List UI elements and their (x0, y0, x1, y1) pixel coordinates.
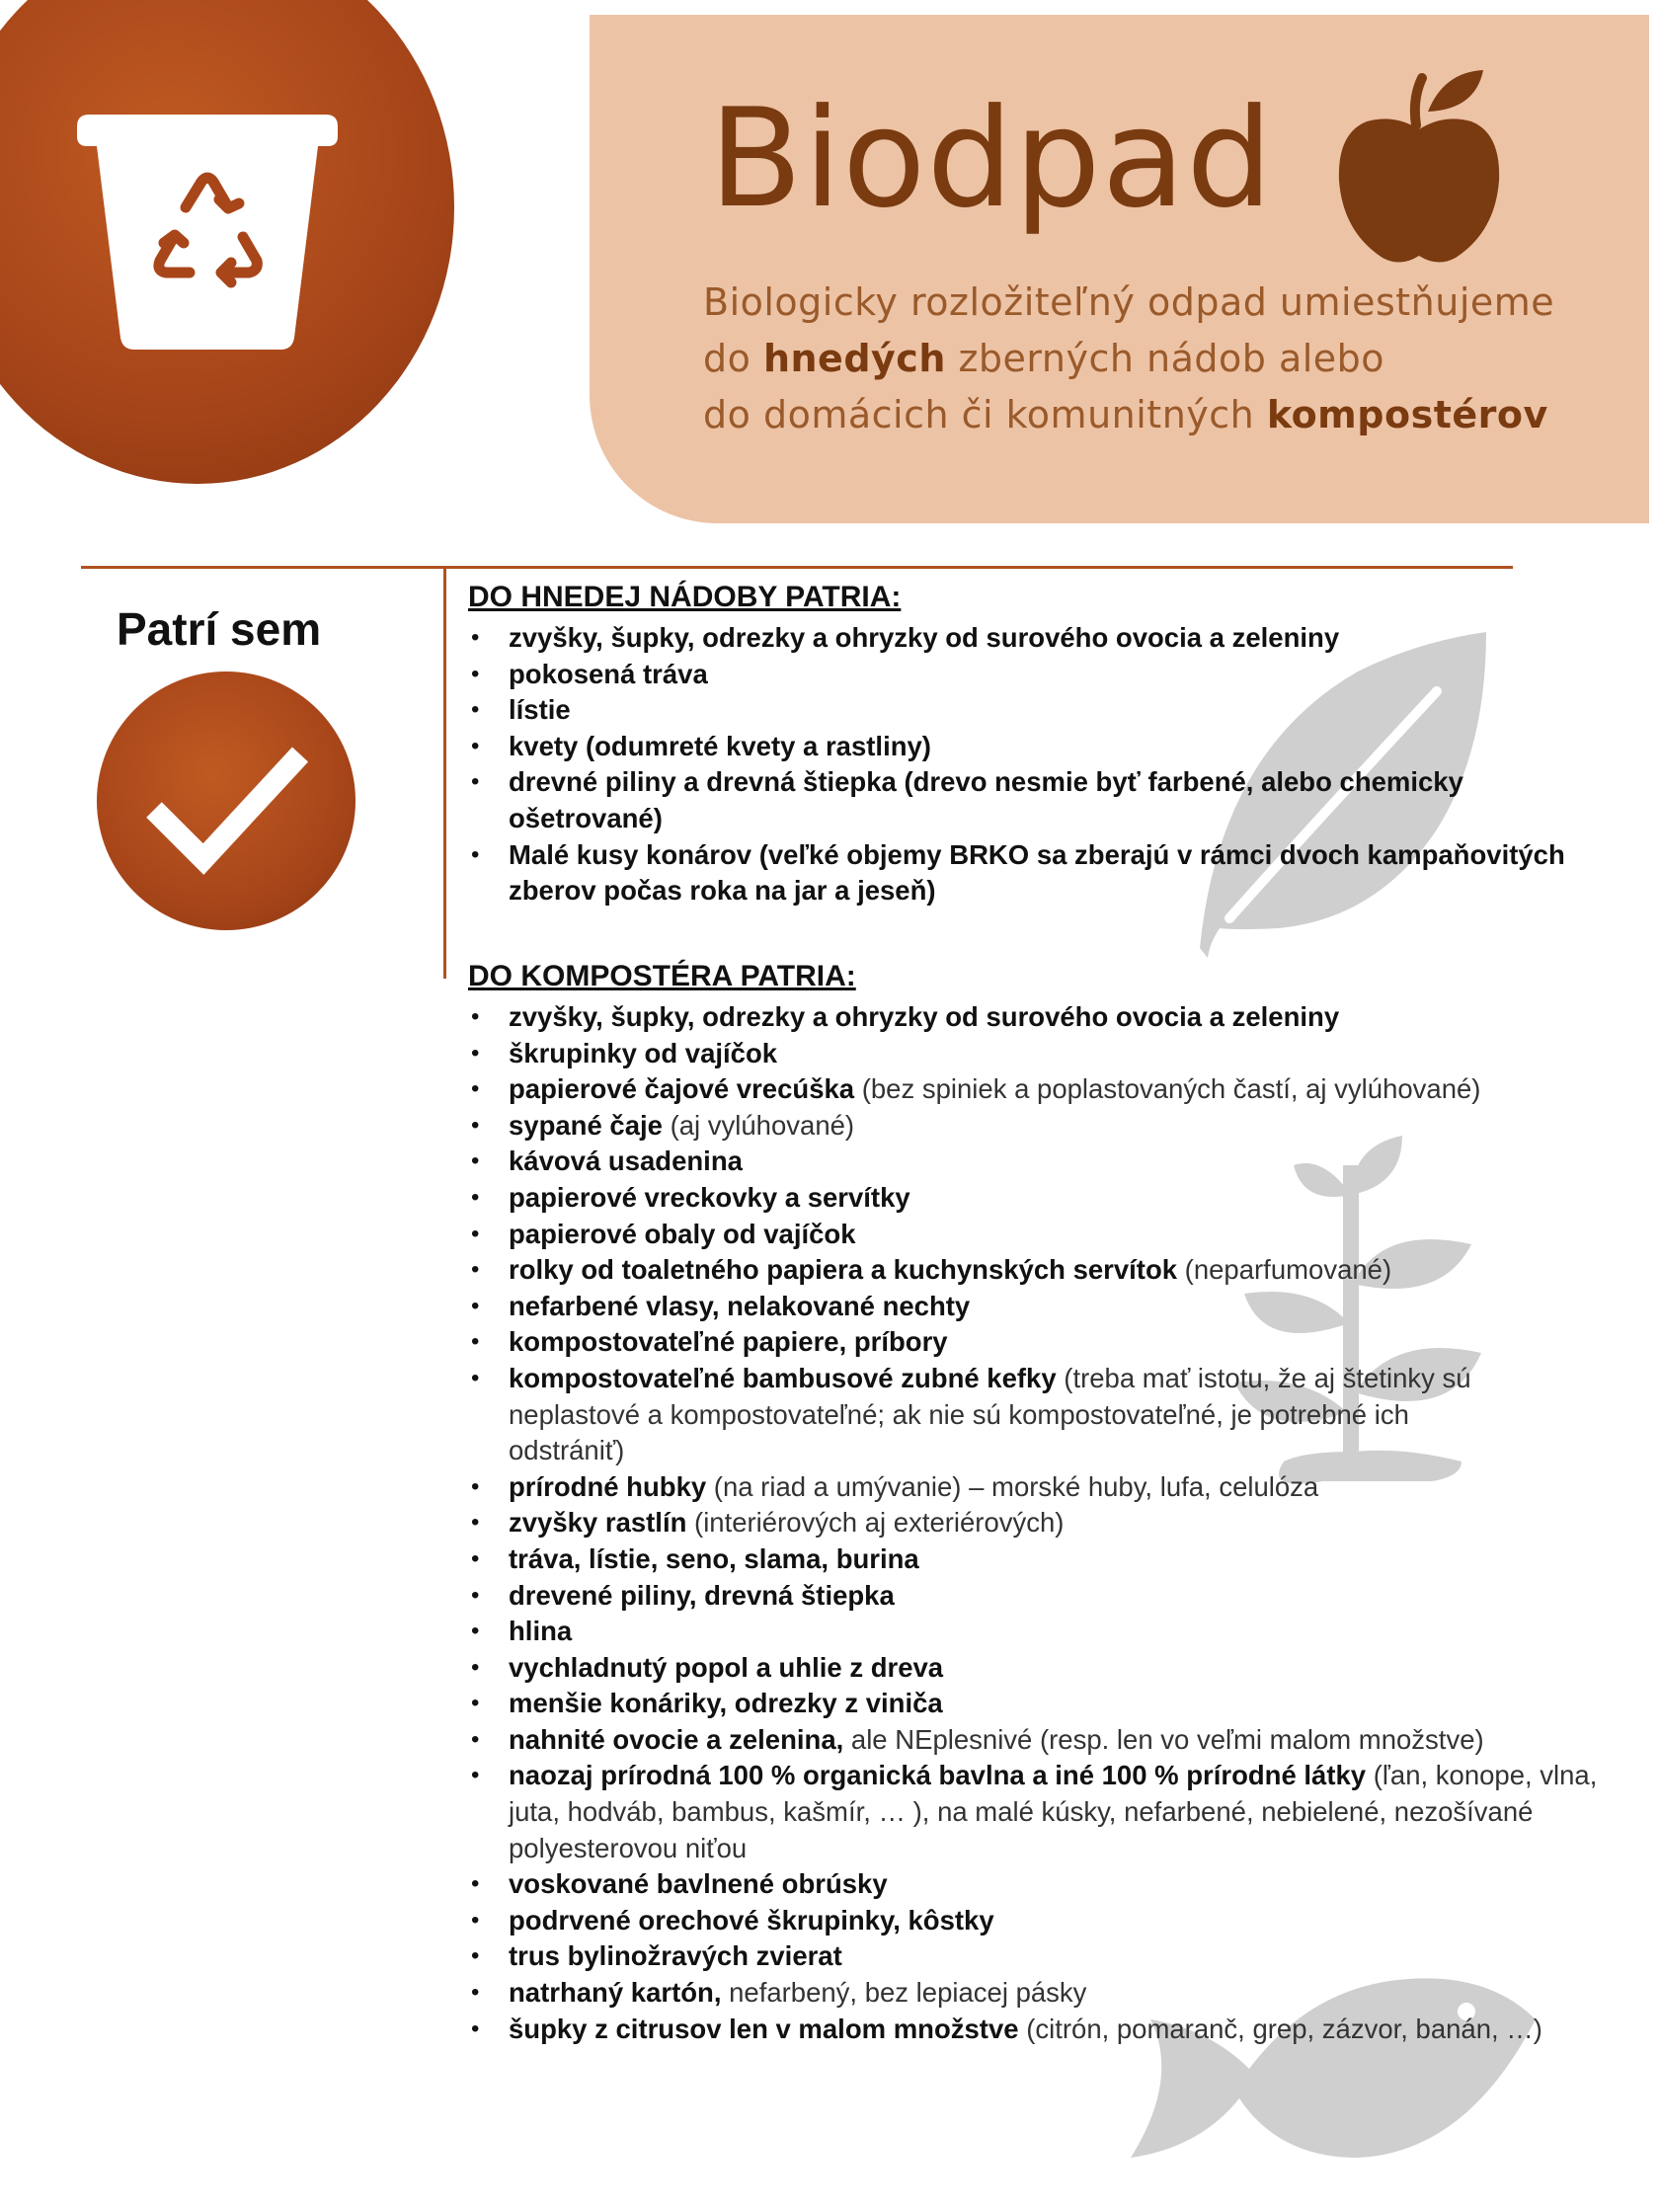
horizontal-divider (81, 566, 1513, 569)
list-item-text: kvety (odumreté kvety a rastliny) (509, 730, 931, 761)
list-item (468, 1036, 1633, 1072)
list-item-note: (interiérových aj exteriérových) (686, 1507, 1065, 1539)
list-item-note: nefarbený, bez lepiacej pásky (721, 1977, 1087, 2009)
list-item-text: voskované bavlnené obrúsky (509, 1868, 888, 1900)
list-item-text: nefarbené vlasy, nelakované nechty (509, 1290, 971, 1321)
list-item (468, 1541, 1633, 1578)
list-item-text: lístie (509, 694, 571, 726)
list-item (468, 1469, 1633, 1506)
subtitle-text: zberných nádob alebo (945, 337, 1385, 380)
list-item-text: drevené piliny, drevná štiepka (509, 1579, 895, 1611)
list-item-note: (na riad a umývanie) – morské huby, lufa, celulóza (706, 1470, 1319, 1502)
list-item (468, 1758, 1633, 1866)
subtitle-emphasis: hnedých (762, 337, 946, 380)
page-title: Biodpad (709, 79, 1274, 238)
check-badge (97, 672, 356, 930)
header-subtitle (703, 275, 1631, 443)
brown-bin-section (468, 581, 1633, 909)
list-item (468, 837, 1633, 909)
list-item-text: tráva, lístie, seno, slama, burina (509, 1542, 919, 1574)
subtitle-line-3 (703, 387, 1631, 443)
subtitle-line-1: Biologicky rozložiteľný odpad umiestňujeme (703, 280, 1555, 324)
brown-bin-list (468, 620, 1633, 909)
list-item (468, 1650, 1633, 1687)
list-item-text: hlina (509, 1616, 573, 1647)
list-item (468, 1217, 1633, 1253)
list-item (468, 657, 1633, 693)
list-item-text: zvyšky rastlín (509, 1507, 687, 1539)
list-item (468, 1180, 1633, 1217)
list-item-note: (treba mať istotu, že aj štetinky sú neplastové a kompostovateľné; ak nie sú kompostovateľné, je potrebné ich odstrániť) (509, 1362, 1471, 1466)
list-item-text: zvyšky, šupky, odrezky a ohryzky od surového ovocia a zeleniny (509, 622, 1340, 653)
list-item (468, 1975, 1633, 2012)
brown-bin-heading: DO HNEDEJ NÁDOBY PATRIA: (468, 581, 902, 613)
list-item (468, 692, 1633, 729)
list-item-text: kávová usadenina (509, 1146, 743, 1177)
list-item-text: natrhaný kartón, (509, 1977, 722, 2009)
subtitle-text: do domácich či komunitných (703, 393, 1267, 436)
recycle-bin-icon (69, 109, 346, 356)
list-item (468, 1866, 1633, 1903)
list-item-note: (citrón, pomaranč, grep, zázvor, banán, …) (1018, 2013, 1542, 2044)
list-item (468, 999, 1633, 1036)
list-item-text: vychladnutý popol a uhlie z dreva (509, 1651, 944, 1683)
list-item (468, 1686, 1633, 1722)
vertical-divider (443, 566, 446, 979)
subtitle-emphasis: kompostérov (1266, 393, 1548, 436)
list-item-text: prírodné hubky (509, 1470, 707, 1502)
list-item-text: menšie konáriky, odrezky z viniča (509, 1688, 943, 1719)
list-item (468, 1252, 1633, 1289)
list-item-note: (aj vylúhované) (662, 1109, 855, 1141)
subtitle-line-2 (703, 331, 1631, 387)
composter-section (468, 960, 1633, 2047)
list-item-text: papierové obaly od vajíčok (509, 1218, 856, 1249)
list-item (468, 1903, 1633, 1939)
composter-list (468, 999, 1633, 2047)
checkmark-icon (97, 672, 356, 930)
list-item-text: nahnité ovocie a zelenina, (509, 1723, 844, 1755)
belongs-here-label: Patrí sem (117, 603, 322, 655)
list-item-text: trus bylinožravých zvierat (509, 1940, 842, 1972)
list-item-text: papierové vreckovky a servítky (509, 1181, 910, 1213)
list-item (468, 1071, 1633, 1108)
list-item (468, 764, 1633, 836)
list-item (468, 729, 1633, 765)
list-item (468, 1938, 1633, 1975)
list-item (468, 1722, 1633, 1759)
list-item-text: kompostovateľné papiere, príbory (509, 1326, 948, 1358)
list-item-note: ale NEplesnivé (resp. len vo veľmi malom množstve) (843, 1723, 1484, 1755)
list-item (468, 1289, 1633, 1325)
list-item-text: pokosená tráva (509, 658, 708, 689)
list-item (468, 1614, 1633, 1650)
list-item-text: Malé kusy konárov (veľké objemy BRKO sa zberajú v rámci dvoch kampaňovitých zberov počas roka na jar a jeseň) (509, 838, 1565, 907)
list-item-text: škrupinky od vajíčok (509, 1037, 778, 1068)
list-item-text: rolky od toaletného papiera a kuchynských servítok (509, 1254, 1178, 1286)
list-item-note: (ľan, konope, vlna, juta, hodváb, bambus, kašmír, … ), na malé kúsky, nefarbené, nebielené, nezošívané polyesterovou niťou (509, 1760, 1598, 1863)
list-item-note: (bez spiniek a poplastovaných častí, aj vylúhované) (854, 1073, 1481, 1105)
list-item (468, 1578, 1633, 1615)
list-item (468, 1324, 1633, 1361)
list-item-text: naozaj prírodná 100 % organická bavlna a iné 100 % prírodné látky (509, 1760, 1367, 1791)
list-item-text: podrvené orechové škrupinky, kôstky (509, 1904, 994, 1936)
list-item-text: kompostovateľné bambusové zubné kefky (509, 1362, 1057, 1393)
list-item (468, 1144, 1633, 1180)
list-item-text: šupky z citrusov len v malom množstve (509, 2013, 1019, 2044)
list-item (468, 1361, 1633, 1469)
list-item (468, 620, 1633, 657)
list-item (468, 2012, 1633, 2048)
list-item (468, 1505, 1633, 1541)
list-item-text: papierové čajové vrecúška (509, 1073, 855, 1105)
subtitle-text: do (703, 337, 763, 380)
list-item-text: zvyšky, šupky, odrezky a ohryzky od surového ovocia a zeleniny (509, 1001, 1340, 1032)
list-item-text: sypané čaje (509, 1109, 663, 1141)
list-item (468, 1108, 1633, 1145)
list-item-note: (neparfumované) (1177, 1254, 1392, 1286)
apple-icon (1335, 64, 1503, 267)
composter-heading: DO KOMPOSTÉRA PATRIA: (468, 960, 856, 992)
list-item-text: drevné piliny a drevná štiepka (drevo nesmie byť farbené, alebo chemicky ošetrované) (509, 766, 1463, 833)
